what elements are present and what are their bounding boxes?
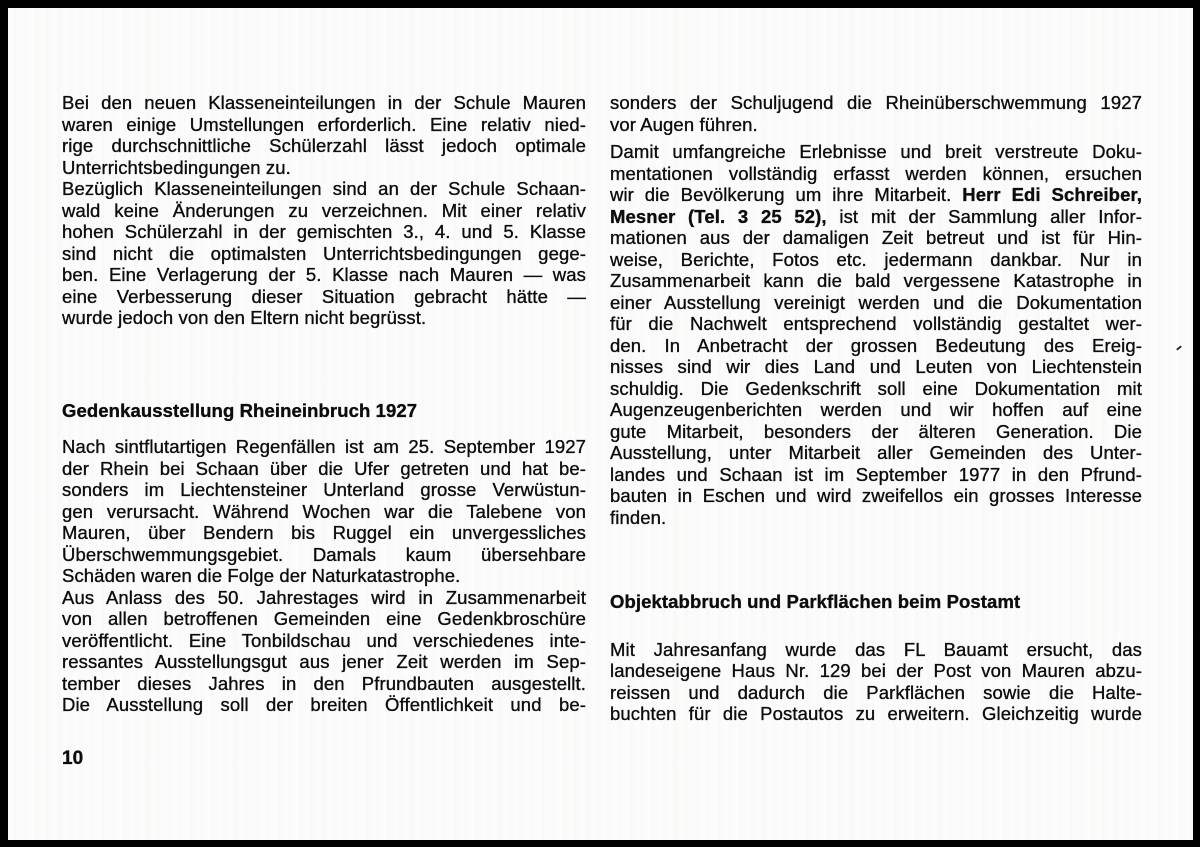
- text-line: buchten für die Postautos zu erweitern. Gleichzeitig wurde: [610, 703, 1142, 724]
- section-heading: Objektabbruch und Parkflächen beim Postamt: [610, 591, 1021, 612]
- text-line: Bei den neuen Klasseneinteilungen in der Schule Mauren: [62, 92, 586, 113]
- paragraph: [610, 639, 1142, 725]
- text-line: mentationen vollständig erfasst werden können, ersuchen: [610, 162, 1142, 184]
- paragraph: [610, 141, 1142, 528]
- text-line: waren einige Umstellungen erforderlich. Eine relativ nied-: [62, 113, 586, 135]
- text-line: rige durchschnittliche Schülerzahl lässt jedoch optimale: [62, 135, 586, 156]
- left-column: [62, 92, 586, 716]
- text-line: Zusammenarbeit kann die bald vergessene Katastrophe in: [610, 270, 1142, 291]
- text-line: gen verursacht. Während Wochen war die Talebene von: [62, 500, 586, 522]
- text-line: gute Mitarbeit, besonders der älteren Generation. Die: [610, 420, 1142, 442]
- text-line: schuldig. Die Gedenkschrift soll eine Dokumentation mit: [610, 377, 1142, 399]
- text-line: den. In Anbetracht der grossen Bedeutung des Ereig-: [610, 334, 1142, 356]
- text-line: Überschwemmungsgebiet. Damals kaum übersehbare: [62, 543, 586, 565]
- text-line: Aus Anlass des 50. Jahrestages wird in Zusammenarbeit: [62, 586, 586, 608]
- text-line: Die Ausstellung soll der breiten Öffentlichkeit und be-: [62, 694, 586, 715]
- text-line: landeseigene Haus Nr. 129 bei der Post von Mauren abzu-: [610, 660, 1142, 681]
- text-line: Bezüglich Klasseneinteilungen sind an der Schule Schaan-: [62, 178, 586, 199]
- text-line: Ausstellung, unter Mitarbeit aller Gemeinden des Unter-: [610, 442, 1142, 463]
- text-line: [610, 184, 1142, 206]
- text-line: wald keine Änderungen zu verzeichnen. Mit einer relativ: [62, 199, 586, 221]
- text-line: ressantes Ausstellungsgut aus jener Zeit werden im Sep-: [62, 651, 586, 672]
- text-line: reissen und dadurch die Parkflächen sowie die Halte-: [610, 681, 1142, 703]
- paragraph: [62, 92, 586, 178]
- paragraph: [610, 92, 1142, 135]
- text-line: sonders der Schuljugend die Rheinüberschwemmung 1927: [610, 92, 1142, 113]
- text-line: ben. Eine Verlagerung der 5. Klasse nach Mauren — was: [62, 264, 586, 285]
- text-line: nisses sind wir dies Land und Leuten von Liechtenstein: [610, 356, 1142, 377]
- document-page: [8, 8, 1193, 840]
- right-column: [610, 92, 1142, 725]
- page-number: 10: [62, 748, 84, 769]
- paragraph: [62, 587, 586, 716]
- text-segment: wir die Bevölkerung um ihre Mitarbeit.: [610, 184, 963, 205]
- text-line: hohen Schülerzahl in der gemischten 3., 4. und 5. Klasse: [62, 221, 586, 242]
- text-line: landes und Schaan ist im September 1977 in den Pfrund-: [610, 463, 1142, 485]
- text-line: finden.: [610, 506, 667, 528]
- text-line: Nach sintflutartigen Regenfällen ist am 25. September 1927: [62, 436, 586, 457]
- text-line: eine Verbesserung dieser Situation gebracht hätte —: [62, 285, 586, 307]
- text-line: von allen betroffenen Gemeinden eine Gedenkbroschüre: [62, 608, 586, 629]
- text-line: vor Augen führen.: [610, 113, 758, 135]
- text-line: mationen aus der damaligen Zeit betreut und ist für Hin-: [610, 227, 1142, 248]
- text-line: sonders im Liechtensteiner Unterland grosse Verwüstun-: [62, 479, 586, 500]
- text-line: weise, Berichte, Fotos etc. jedermann dankbar. Nur in: [610, 248, 1142, 270]
- text-line: Mit Jahresanfang wurde das FL Bauamt ersucht, das: [610, 638, 1142, 660]
- section-heading: Gedenkausstellung Rheineinbruch 1927: [62, 399, 418, 421]
- text-line: Mauren, über Bendern bis Ruggel ein unvergessliches: [62, 522, 586, 543]
- text-line: sind nicht die optimalsten Unterrichtsbedingungen gege-: [62, 242, 586, 264]
- bold-text-segment: Mesner (Tel. 3 25 52),: [610, 205, 827, 227]
- text-line: veröffentlicht. Eine Tonbildschau und verschiedenes inte-: [62, 629, 586, 651]
- bold-text-segment: Herr Edi Schreiber,: [962, 184, 1142, 205]
- text-line: bauten in Eschen und wird zweifellos ein grosses Interesse: [610, 485, 1142, 506]
- paragraph: [62, 178, 586, 329]
- ink-speck-artifact: [1176, 345, 1182, 350]
- text-line: für die Nachwelt entsprechend vollständig gestaltet wer-: [610, 313, 1142, 334]
- text-line: Augenzeugenberichten werden und wir hoffen auf eine: [610, 399, 1142, 420]
- text-line: der Rhein bei Schaan über die Ufer getreten und hat be-: [62, 457, 586, 479]
- text-line: Damit umfangreiche Erlebnisse und breit verstreute Doku-: [610, 141, 1142, 162]
- text-line: [610, 206, 1142, 228]
- text-segment: ist mit der Sammlung aller Infor-: [826, 205, 1142, 227]
- text-line: tember dieses Jahres in den Pfrundbauten ausgestellt.: [62, 672, 586, 694]
- paragraph: [62, 436, 586, 587]
- text-line: Unterrichtsbedingungen zu.: [62, 156, 291, 178]
- text-line: Schäden waren die Folge der Naturkatastrophe.: [62, 565, 461, 586]
- text-line: einer Ausstellung vereinigt werden und die Dokumentation: [610, 291, 1142, 313]
- text-line: wurde jedoch von den Eltern nicht begrüsst.: [62, 307, 427, 328]
